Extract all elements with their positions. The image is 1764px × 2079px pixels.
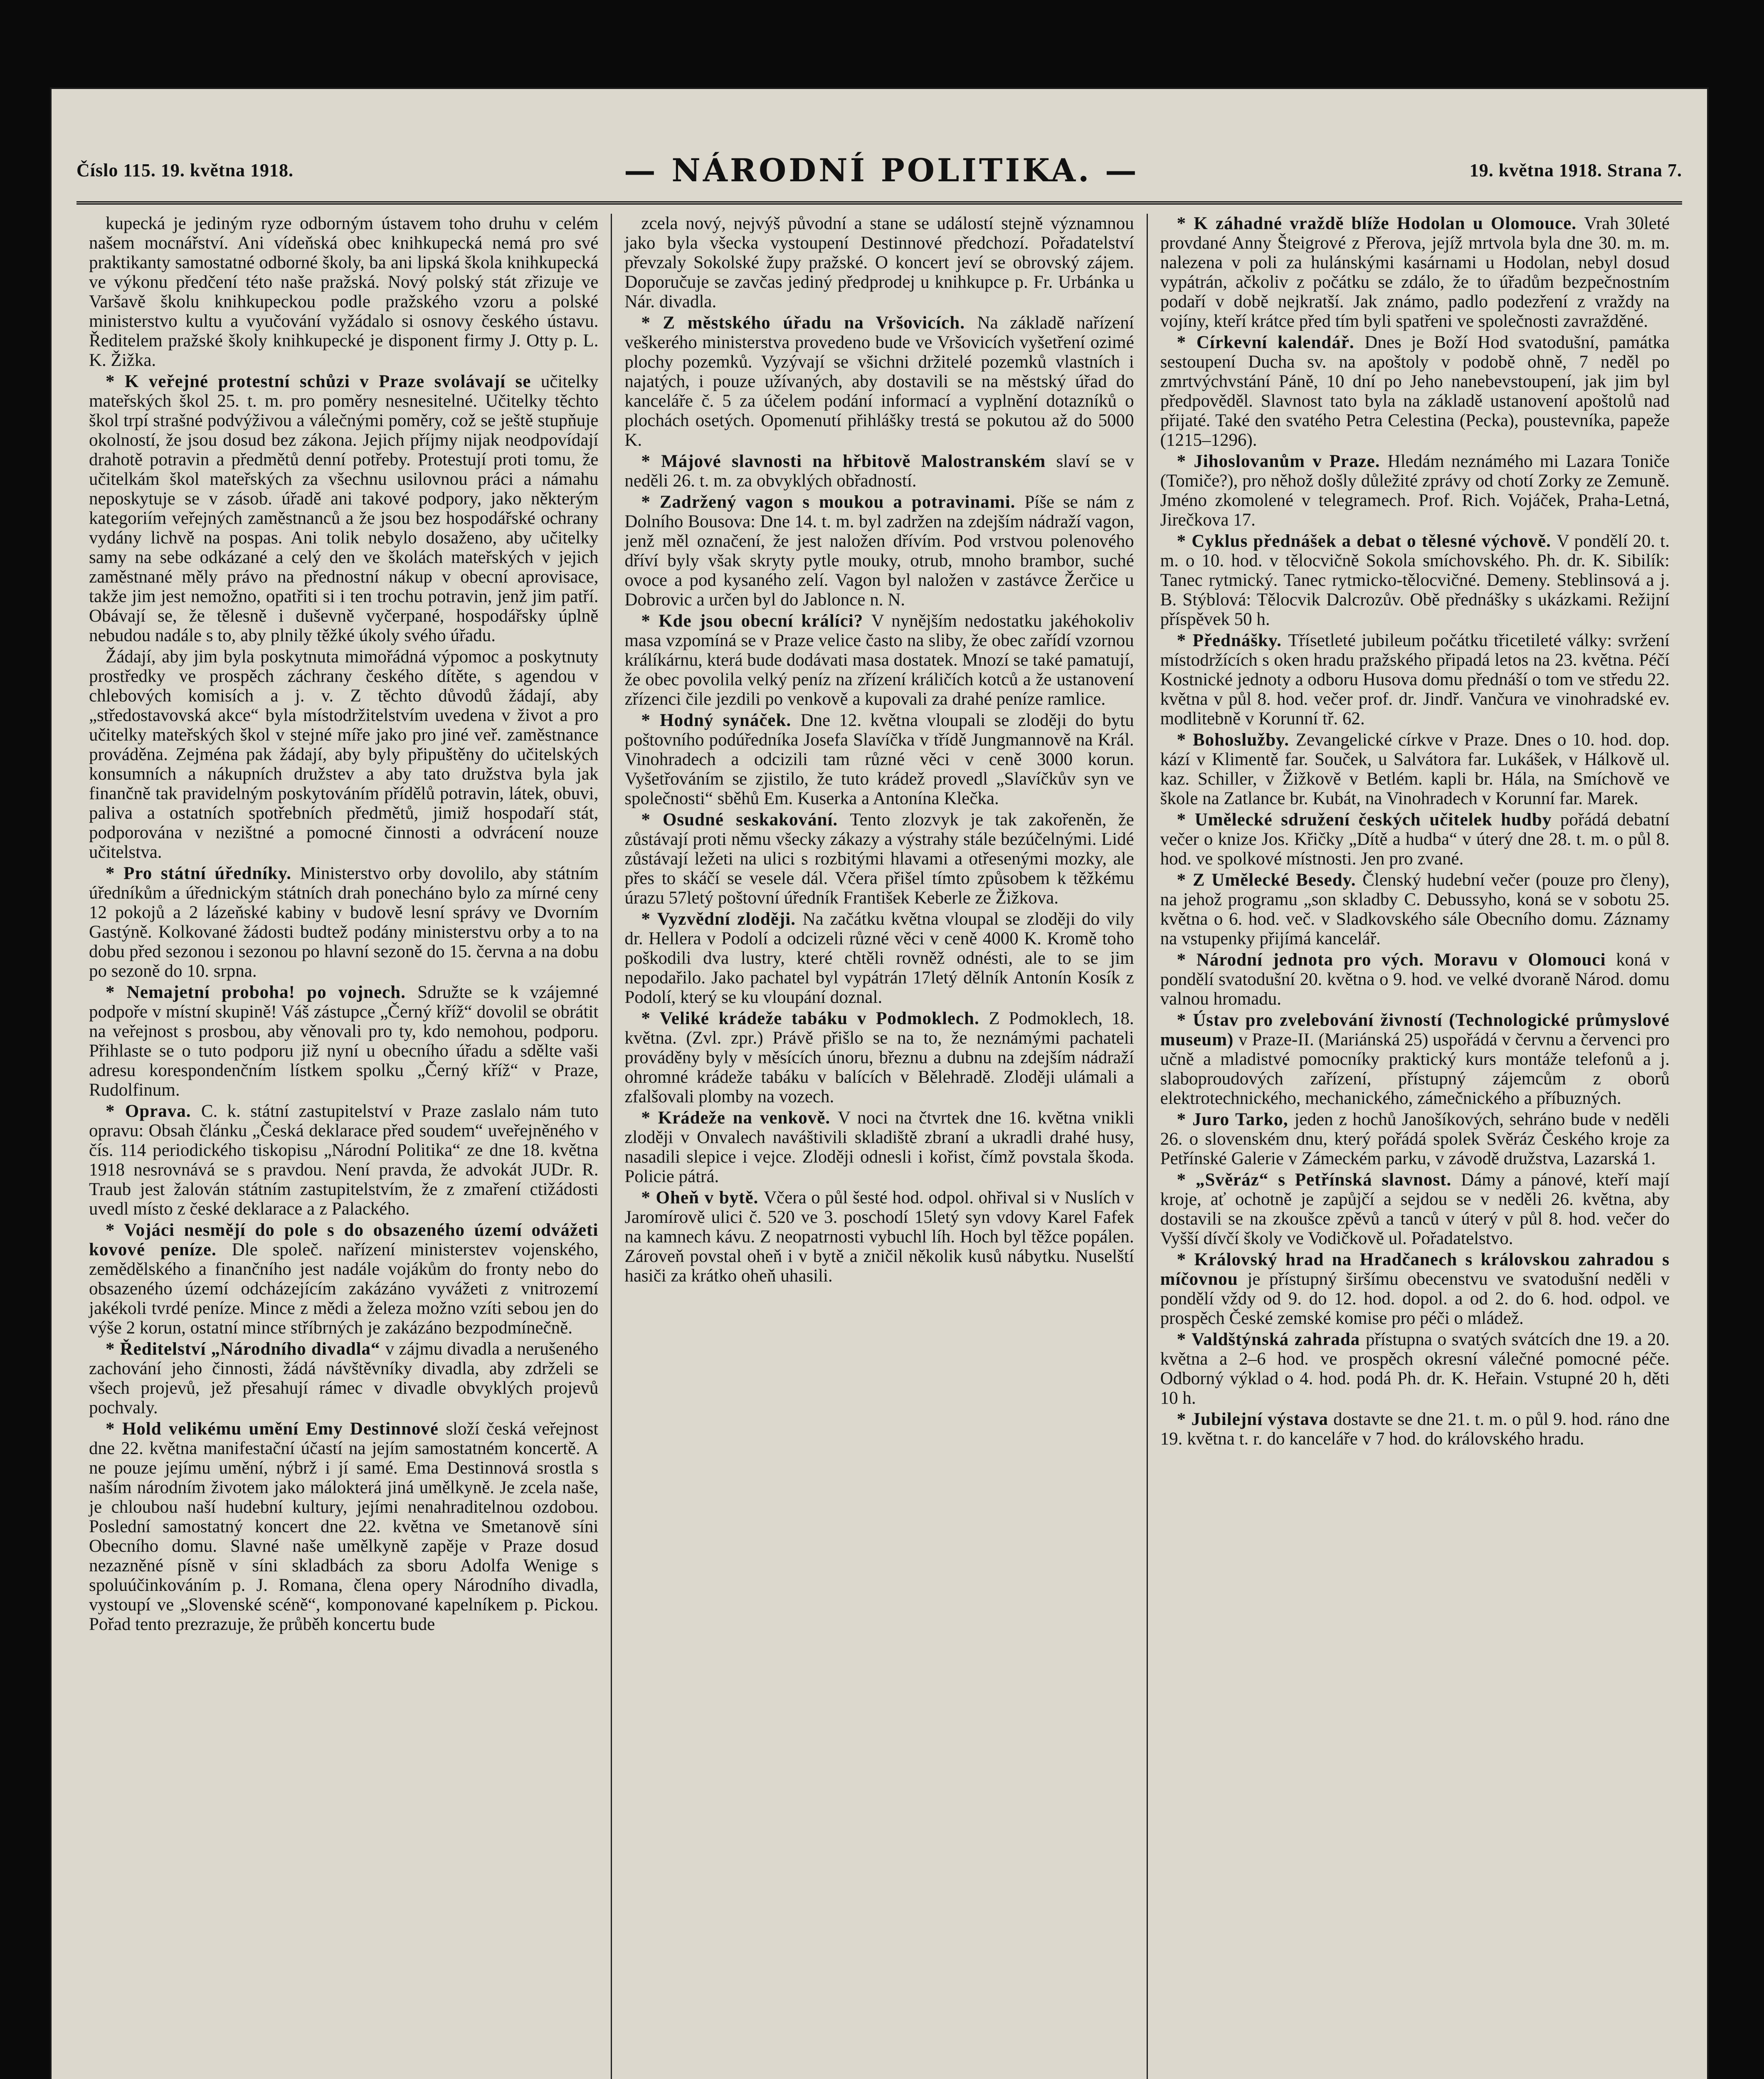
article-columns [76, 214, 1682, 2079]
article-headline: * Z městského úřadu na Vršovicích. [641, 313, 977, 333]
article-headline: * Veliké krádeže tabáku v Podmoklech. [641, 1009, 989, 1028]
article-paragraph [1160, 631, 1670, 728]
article-paragraph [624, 1188, 1134, 1286]
article-headline: * Valdštýnská zahrada [1177, 1330, 1366, 1349]
article-text: složí česká veřejnost dne 22. května manifestační účastí na jejím samostatném koncertě. A ne pouze jejímu umění, nýbrž i jí samé. Ema Destinnová srostla s naším národním životem jako málokterá jiná umělkyně. Je zcela naše, je chloubou naší hudební kultury, jejími nenahraditelnou ozdobou. Poslední samostatný koncert dne 22. května ve Smetanově síni Obecního domu. Slavné naše umělkyně zapěje v Praze dosud nezazněné písně v síni skladbách za sboru Adolfa Wenige s spoluúčinkováním p. J. Romana, člena opery Národního divadla, vystoupí ve „Slovenské scéně“, komponované kapelníkem p. Pickou. Pořad tento prezrazuje, že průběh koncertu bude [89, 1419, 599, 1634]
article-headline: * Hold velikému umění Emy Destinnové [106, 1419, 446, 1439]
article-paragraph [1160, 810, 1670, 869]
article-paragraph [89, 1101, 598, 1219]
article-headline: * Z Umělecké Besedy. [1177, 870, 1363, 890]
article-paragraph [1160, 214, 1670, 331]
article-headline: * Oprava. [106, 1101, 201, 1121]
article-paragraph [1160, 531, 1670, 629]
article-headline: * Církevní kalendář. [1177, 333, 1365, 352]
article-text: V pondělí 20. t. m. o 10. hod. v tělocvičně Sokola smíchovského. Ph. dr. K. Sibilík: Tanec rytmický. Tanec rytmicko-tělocvičné. Demeny. Steblinsová a j. B. Stýblová: Tělocvik Dalcrozův. Obě přednášky s ukázkami. Režijní příspěvek 50 h. [1160, 531, 1670, 629]
article-paragraph [1160, 1170, 1670, 1248]
article-paragraph [624, 909, 1134, 1007]
article-text: C. k. státní zastupitelství v Praze zaslalo nám tuto opravu: Obsah článku „Česká deklarace před soudem“ uveřejněného v čís. 114 periodického tiskopisu „Národní Politika“ ze dne 18. května 1918 nesrovnává se s pravdou. Není pravda, že advokát JUDr. R. Traub jest žalován státním zastupitelstvím, že z zmaření ctižádosti uvedl místo z české deklarace a z Palackého. [89, 1101, 599, 1219]
article-headline: * Kde jsou obecní králíci? [641, 611, 871, 631]
article-paragraph [624, 611, 1134, 709]
article-paragraph [624, 1009, 1134, 1106]
article-headline: * Cyklus přednášek a debat o tělesné výchově. [1177, 531, 1557, 551]
article-text: Žádají, aby jim byla poskytnuta mimořádná výpomoc a poskytnuty prostředky ve prospěch záchrany českého dítěte, s agendou v chlebových komisích a j. v. Z těchto důvodů žádají, aby „středostavovská akce“ byla místodržitelstvím uvedena v život a pro učitelky mateřských škol v stejné míře jako pro jiné veř. zaměstnance prováděna. Zejména pak žádají, aby byly připuštěny do učitelských konsumních a nákupních družstev a aby tato družstva byla jak finančně tak pravidelným poskytováním přídělů potravin, látek, obuvi, paliva a ostatních spotřebních předmětů, jimiž hospodaří stát, podporována v nezištné a pomocné činnosti a odvrácení nouze učitelstva. [89, 647, 599, 862]
column-2 [612, 214, 1147, 2079]
article-text: koná v pondělí svatodušní 20. května o 9. hod. ve velké dvoraně Národ. domu valnou hromadu. [1160, 950, 1670, 1009]
article-text: Tento zlozvyk je tak zakořeněn, že zůstávají proti němu všecky zákazy a výstrahy stále bezúčelnými. Lidé zůstávají ležeti na ulici s rozbitými hlavami a otřesenými mozky, ale přes to skáčí se vesele dál. Včera přišel tímto způsobem k těžkému úrazu 57letý poštovní úředník František Keberle ze Žižkova. [624, 810, 1134, 908]
article-text: je přístupný širšímu obecenstvu ve svatodušní neděli v pondělí vždy od 9. do 12. hod. dopol. a od 2. do 6. hod. odpol. ve prospěch České zemské komise pro péči o mládež. [1160, 1269, 1670, 1328]
article-headline: * Jubilejní výstava [1177, 1410, 1334, 1429]
article-paragraph [1160, 1330, 1670, 1408]
article-headline: * Oheň v bytě. [641, 1188, 764, 1207]
article-text: Dámy a pánové, kteří mají kroje, ať ochotně je zapůjčí a sejdou se v neděli 26. května, aby dostavili se na zkoušce zpěvů a tanců v úterý v půl 8. hod. večer do Vyšší dívčí školy ve Vodičkově ul. Pořadatelstvo. [1160, 1170, 1670, 1248]
article-text: Na základě nařízení veškerého ministerstva provedeno bude ve Vršovicích vyšetření ozimé plochy pozemků. Vyzývají se všichni držitelé pozemků vlastních i najatých, i pouze užívaných, aby dostavili se na městský úřad do kanceláře č. 5 za účelem podání informací a vyplnění dotazníků o plochách osetých. Opomenutí přihlášky trestá se pokutou až do 5000 K. [624, 313, 1134, 450]
column-3 [1148, 214, 1682, 2079]
article-paragraph [624, 214, 1134, 311]
article-headline: * „Svěráz“ s Petřínská slavnost. [1177, 1170, 1461, 1190]
article-headline: * Nemajetní proboha! po vojnech. [106, 983, 418, 1002]
article-text: kupecká je jediným ryze odborným ústavem toho druhu v celém našem mocnářství. Ani vídeňská obec knihkupecká nemá pro své praktikanty samostatné odborné školy, ba ani lipská škola knihkupecká ve výkonu předčení této naše pražská. Nový polský stát zřizuje ve Varšavě školu knihkupeckou podle pražského vzoru a polské ministerstvo kultu a vyučování vyžádalo si osnovy českého ústavu. Ředitelem pražské školy knihkupecké je disponent firmy J. Otty p. L. K. Žižka. [89, 214, 599, 370]
article-headline: * Krádeže na venkově. [641, 1108, 838, 1128]
article-text: Včera o půl šesté hod. odpol. ohřival si v Nuslích v Jaromírově ulici č. 520 ve 3. poschodí 15letý syn vdovy Karel Fafek na kamnech kávu. Z neopatrnosti vybuchl líh. Hoch byl těžce popálen. Zároveň povstal oheň i v bytě a zničil několik kusů nábytku. Nuselští hasiči za krátko oheň uhasili. [624, 1188, 1134, 1286]
article-headline: * Bohoslužby. [1177, 730, 1296, 750]
article-text: Ministerstvo orby dovolilo, aby státním úředníkům a úřednickým státních drah ponecháno bylo za mírné ceny 12 pokojů a 2 lázeňské kabiny v budově lesní správy ve Dvorním Gastýně. Kolkované žádosti budtež podány ministerstvu orby a to na dobu před sezonou i sezonou po hlavní sezoně do 15. června a na dobu po sezoně do 10. srpna. [89, 864, 599, 981]
column-1 [76, 214, 612, 2079]
article-paragraph [1160, 950, 1670, 1009]
masthead [76, 139, 1682, 205]
article-text: přístupna o svatých svátcích dne 19. a 20. května a 2–6 hod. ve prospěch okresní válečné pomocné péče. Odborný výklad o 4. hod. podá Ph. dr. K. Heřain. Vstupné 20 h, děti 10 h. [1160, 1330, 1670, 1408]
article-paragraph [1160, 1110, 1670, 1168]
article-text: učitelky mateřských škol 25. t. m. pro poměry nesnesitelné. Učitelky těchto škol trpí strašné podvýživou a válečnými poměry, což se ještě stupňuje okolností, že jsou dosud bez zákona. Jejich příjmy nijak neodpovídají drahotě potravin a předmětů denní potřeby. Protestují proti tomu, že učitelkám škol mateřských za všechnu usilovnou práci a námahu neposkytuje se v zásob. úřadě ani takové podpory, jako některým kategoriím veřejných zaměstnanců a že jsou bez hospodářské ochrany vydány lichvě na pospas. Ani tolik nebylo dosaženo, aby učitelky samy na sebe odkázané a celý den ve školách mateřských v jejich zaměstnané měly právo na přednostní nákup v obecní aprovisace, takže jim jest nemožno, opatřiti si i ten trochu potravin, jenž jim patří. Obávají se, že tělesně i duševně vyčerpané, hospodářsky úplně nebudou nadále s to, aby plnily těžké úkoly svého úřadu. [89, 372, 599, 645]
article-text: pořádá debatní večer o knize Jos. Křičky „Dítě a hudba“ v úterý dne 28. t. m. o půl 8. hod. ve spolkové místnosti. Jen pro zvané. [1160, 810, 1670, 869]
article-paragraph [1160, 1010, 1670, 1108]
page-date-number: 19. května 1918. Strana 7. [1469, 160, 1682, 180]
article-text: v zájmu divadla a nerušeného zachování jeho činnosti, žádá návštěvníky divadla, aby zdrželi se všech projevů, jež přesahují rámec v divadle obvyklých projevů pochvaly. [89, 1339, 599, 1417]
article-text: jeden z hochů Janošíkových, sehráno bude v neděli 26. o slovenském dnu, který pořádá spolek Svěráz Českého kroje za Petřínské Galerie v Zámeckém parku, v závodě družstva, Lazarská 1. [1160, 1110, 1670, 1168]
article-paragraph [89, 1220, 598, 1338]
article-headline: * Ústav pro zvelebování živností (Technologické průmyslové museum) [1160, 1010, 1670, 1049]
article-text: Třísetleté jubileum počátku třicetileté války: svržení místodržících s oken hradu pražského připadá letos na 23. května. Péčí Kostnické jednoty a odboru Husova domu přednáší o tom ve středu 22. května v půl 8. hod. večer prof. dr. Jindř. Vančura ve vinohradské ev. modlitebně v Korunní tř. 62. [1160, 631, 1670, 728]
article-text: Členský hudební večer (pouze pro členy), na jehož programu „son skladby C. Debussyho, koná se v sobotu 25. května o 6. hod. več. v Sladkovského sále Obecního domu. Záznamy na vstupenky přijímá kancelář. [1160, 870, 1670, 948]
article-headline: * Jihoslovanům v Praze. [1177, 452, 1388, 471]
article-text: Dnes je Boží Hod svatodušní, památka sestoupení Ducha sv. na apoštoly v podobě ohně, 7 neděl po zmrtvýchvstání Páně, 10 dní po Jeho nanebevstoupení, jak jim byl předpověděl. Slavnost tato byla na základě ustanovení apoštolů nad přijaté. Také den svatého Petra Celestina (Pecka), poustevníka, papeže (1215–1296). [1160, 333, 1670, 450]
article-text: Na začátku května vloupal se zloději do vily dr. Hellera v Podolí a odcizeli různé věci v ceně 4000 K. Kromě toho poškodili dva lustry, které chtěli rovněž odnésti, ale to se jim nepodařilo. Jako pachatel byl vypátrán 17letý dělník Antonín Kosík z Podolí, který se ku vloupání doznal. [624, 909, 1134, 1007]
article-headline: * Pro státní úředníky. [106, 864, 300, 883]
newspaper-page [50, 87, 1709, 2079]
article-text: zcela nový, nejvýš původní a stane se událostí stejně významnou jako byla všecka vystoupení Destinnové předchozí. Pořadatelství převzaly Sokolské župy pražské. O koncert jeví se obrovský zájem. Doporučuje se zavčas jediný předprodej u knihkupce p. Fr. Urbánka u Nár. divadla. [624, 214, 1134, 311]
article-paragraph [1160, 333, 1670, 450]
article-paragraph [624, 452, 1134, 491]
article-text: v Praze-II. (Mariánská 25) uspořádá v červnu a červenci pro učně a mladistvé pomocníky praktický kurs montáže telefonů a j. slaboproudových zařízení, přístupný zájemcům z oborů elektrotechnického, mechanického, zámečnického a příbuzných. [1160, 1030, 1670, 1108]
article-paragraph [1160, 452, 1670, 530]
article-text: Hledám neznámého mi Lazara Toniče (Tomiče?), pro něhož došly důležité zprávy od chotí Zorky ze Zemuně. Jméno zkomolené v telegramech. Prof. Rich. Vojáček, Praha-Letná, Jirečkova 17. [1160, 452, 1670, 530]
article-headline: * Vojáci nesmějí do pole s do obsazeného území odvážeti kovové peníze. [89, 1220, 599, 1259]
article-text: Píše se nám z Dolního Bousova: Dne 14. t. m. byl zadržen na zdejším nádraží vagon, jenž měl označení, že jest naložen dřívím. Pod vrstvou polenového dříví byly však skryty pytle mouky, otrub, mnoho brambor, suché ovoce a pod kysaného zelí. Vagon byl naložen v zastávce Žerčice u Dobrovic a určen byl do Jablonce n. N. [624, 492, 1134, 610]
article-text: Zevangelické církve v Praze. Dnes o 10. hod. dop. kází v Klimentě far. Souček, u Salvátora far. Lukášek, v Hálkově ul. kaz. Schiller, v Žižkově v Betlém. kapli br. Hála, na Smíchově ve škole na Zatlance br. Kubát, na Vinohradech v Korunní far. Marek. [1160, 730, 1670, 808]
article-paragraph [89, 1339, 598, 1417]
article-text: slaví se v neděli 26. t. m. za obvyklých obřadností. [624, 452, 1134, 491]
article-text: Dle společ. nařízení ministerstev vojenského, zemědělského a finančního jest nadále vojákům do fronty nebo do obsazeného území odcházejícím zakázáno vyvážeti z vnitrozemí jakékoli tvrdé peníze. Mince z mědi a železa možno vzíti sebou jen do výše 2 korun, ostatní mince stříbrných je zakázáno bezpodmínečně. [89, 1240, 599, 1338]
article-paragraph [1160, 870, 1670, 948]
article-paragraph [624, 313, 1134, 450]
article-headline: * Přednášky. [1177, 631, 1288, 650]
article-headline: * Umělecké sdružení českých učitelek hudby [1177, 810, 1560, 830]
article-headline: * Juro Tarko, [1177, 1110, 1295, 1129]
article-paragraph [624, 1108, 1134, 1186]
article-text: Vrah 30leté provdané Anny Šteigrové z Přerova, jejíž mrtvola byla dne 30. m. m. nalezena v poli za hulánskými kasárnami u Hodolan, nebyl dosud vypátrán, ačkoliv z počátku se zdálo, že to úřadům bezpečnostním podaří v době nejkratší. Jak známo, padlo podezření z vraždy na vojíny, kteří krátce před tím byli spatřeni ve společnosti zavražděné. [1160, 214, 1670, 331]
article-paragraph [1160, 730, 1670, 808]
article-paragraph [89, 647, 598, 862]
article-text: dostavte se dne 21. t. m. o půl 9. hod. ráno dne 19. května t. r. do kanceláře v 7 hod. do královského hradu. [1160, 1410, 1670, 1449]
article-paragraph [624, 492, 1134, 610]
article-paragraph [89, 214, 598, 370]
article-headline: * K záhadné vraždě blíže Hodolan u Olomouce. [1177, 214, 1584, 233]
article-headline: * Osudné seskakování. [641, 810, 850, 830]
article-text: V nynějším nedostatku jakéhokoliv masa vzpomíná se v Praze velice často na sliby, že obec zařídí vzornou králíkárnu, která bude dodávati masa dostatek. Mnozí se také pamatují, že obec povolila velký peníz na zřízení králičích kotců a že ustanovení zřízenci čile jezdili po venkově a kupovali za drahé peníze ramlice. [624, 611, 1134, 709]
article-paragraph [1160, 1410, 1670, 1449]
article-headline: * Vyzvědní zloději. [641, 909, 803, 929]
article-headline: * K veřejné protestní schůzi v Praze svolávají se [106, 372, 541, 391]
article-paragraph [89, 983, 598, 1100]
article-paragraph [624, 810, 1134, 908]
article-text: Z Podmoklech, 18. května. (Zvl. zpr.) Právě přišlo se na to, že neznámými pachateli prováděny byly v měsících únoru, březnu a dubnu na zdejším nádraží ohromné krádeže tabáku v balících v Bělehradě. Zloději ulámali a zfalšovali plomby na vozech. [624, 1009, 1134, 1106]
article-headline: * Hodný synáček. [641, 711, 801, 730]
newspaper-title: — NÁRODNÍ POLITIKA. — [624, 151, 1139, 189]
article-headline: * Zadržený vagon s moukou a potravinami. [641, 492, 1025, 512]
article-headline: * Královský hrad na Hradčanech s královskou zahradou s míčovnou [1160, 1250, 1670, 1289]
article-paragraph [1160, 1250, 1670, 1328]
article-text: Dne 12. května vloupali se zloději do bytu poštovního podúředníka Josefa Slavíčka v třídě Jungmannově na Král. Vinohradech a odcizili tam různé věci v ceně 3000 korun. Vyšetřováním se zjistilo, že tuto krádež provedl „Slavíčkův syn ve společnosti“ sběhů Em. Kuserka a Antonína Klečka. [624, 711, 1134, 808]
issue-number-date: Číslo 115. 19. května 1918. [76, 160, 294, 180]
article-headline: * Májové slavnosti na hřbitově Malostranském [641, 452, 1056, 471]
article-paragraph [89, 864, 598, 981]
article-paragraph [89, 372, 598, 645]
article-text: V noci na čtvrtek dne 16. května vnikli zloději v Onvalech naváštivili skladiště zbraní a ukradli drahé husy, nasadili slepice i vejce. Zloději odnesli i kořist, čímž povstala škoda. Policie pátrá. [624, 1108, 1134, 1186]
article-headline: * Ředitelství „Národního divadla“ [106, 1339, 385, 1359]
article-paragraph [624, 711, 1134, 808]
article-text: Sdružte se k vzájemné podpoře v místní skupině! Váš zástupce „Černý kříž“ dovolil se obrátit na veřejnost s prosbou, aby věnovali pro ty, kdo nemohou, podporu. Přihlaste se o tuto podporu již nyní u obecního úřadu a sdělte vaši adresu korespondenčním lístkem spolku „Černý kříž“ v Praze, Rudolfinum. [89, 983, 599, 1100]
article-paragraph [89, 1419, 598, 1634]
article-headline: * Národní jednota pro vých. Moravu v Olomouci [1177, 950, 1616, 970]
